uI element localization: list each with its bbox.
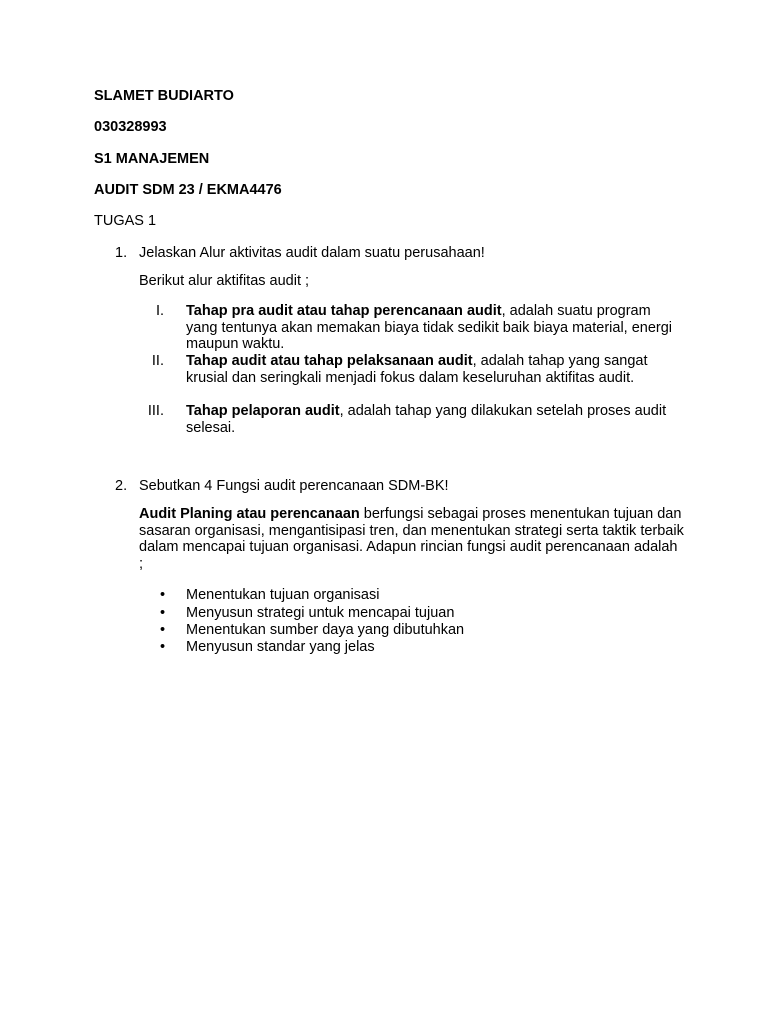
answer-title: Audit Planing atau perencanaan: [139, 506, 360, 522]
question-2-answer: [139, 506, 684, 572]
study-program: S1 MANAJEMEN: [94, 151, 210, 167]
question-1-number: 1.: [115, 245, 128, 261]
course-title: AUDIT SDM 23 / EKMA4476: [94, 182, 282, 198]
step-2: [186, 353, 686, 386]
question-1-text: Jelaskan Alur aktivitas audit dalam suatu perusahaan!: [139, 245, 485, 261]
student-id: 030328993: [94, 119, 167, 135]
step-1-title: Tahap pra audit atau tahap perencanaan audit: [186, 303, 502, 319]
step-3-numeral: III.: [147, 403, 164, 419]
step-1-numeral: I.: [155, 303, 164, 319]
bullet-3-icon: •: [160, 622, 166, 638]
step-2-title: Tahap audit atau tahap pelaksanaan audit: [186, 353, 473, 369]
function-item-3: Menentukan sumber daya yang dibutuhkan: [186, 622, 465, 638]
question-2-text: Sebutkan 4 Fungsi audit perencanaan SDM-BK!: [139, 478, 449, 494]
bullet-1-icon: •: [160, 587, 166, 603]
step-3: [186, 403, 686, 436]
step-1-description: , adalah suatu program yang tentunya akan memakan biaya tidak sedikit baik biaya material, energi maupun waktu.: [186, 303, 673, 352]
step-2-numeral: II.: [151, 353, 164, 369]
assignment-title: TUGAS 1: [94, 213, 157, 229]
function-item-1: Menentukan tujuan organisasi: [186, 587, 380, 603]
step-3-title: Tahap pelaporan audit: [186, 403, 340, 419]
function-item-2: Menyusun strategi untuk mencapai tujuan: [186, 605, 455, 621]
student-name: SLAMET BUDIARTO: [94, 88, 234, 104]
step-2-description: , adalah tahap yang sangat krusial dan seringkali menjadi fokus dalam keseluruhan aktifitas audit.: [186, 353, 648, 386]
step-1: [186, 303, 686, 353]
question-2-number: 2.: [115, 478, 128, 494]
answer-body: berfungsi sebagai proses menentukan tujuan dan sasaran organisasi, mengantisipasi tren, dan menentukan strategi serta taktik terbaik dalam mencapai tujuan organisasi. Adapun rincian fungsi audit perencanaan adalah ;: [139, 506, 684, 572]
step-3-description: , adalah tahap yang dilakukan setelah proses audit selesai.: [186, 403, 667, 436]
function-item-4: Menyusun standar yang jelas: [186, 639, 375, 655]
question-1-intro: Berikut alur aktifitas audit ;: [139, 273, 310, 289]
bullet-4-icon: •: [160, 639, 166, 655]
bullet-2-icon: •: [160, 605, 166, 621]
